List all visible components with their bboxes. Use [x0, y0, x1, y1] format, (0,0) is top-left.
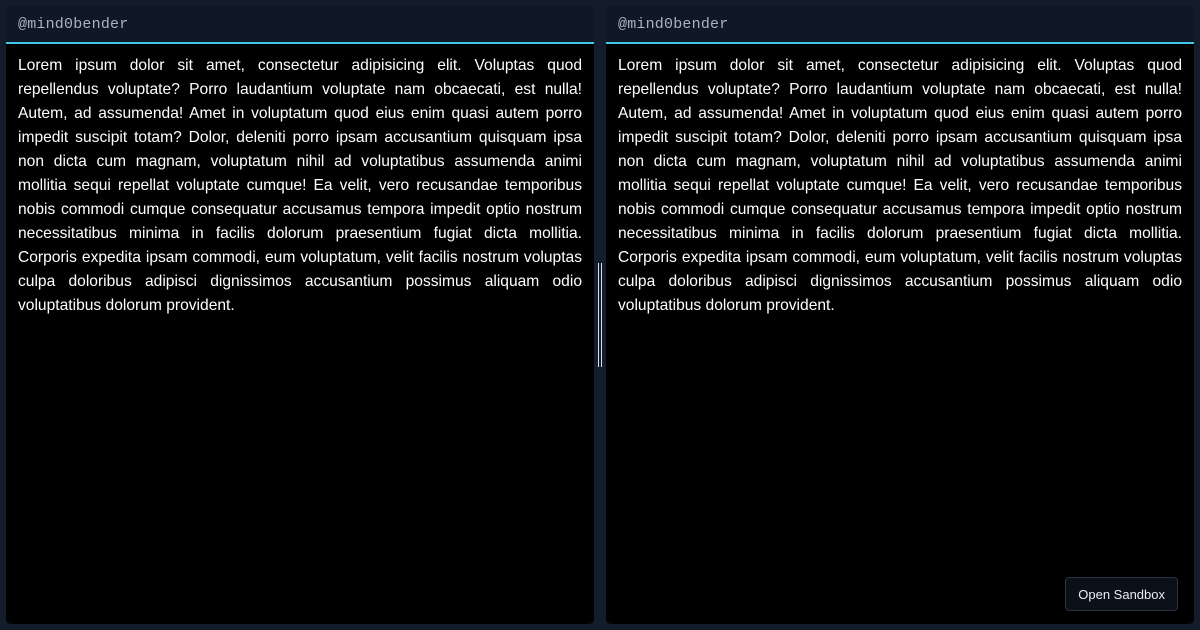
right-pane-header: [606, 6, 1194, 44]
left-pane-handle: @mind0bender: [18, 15, 129, 33]
open-sandbox-button[interactable]: Open Sandbox: [1065, 577, 1178, 611]
right-pane: [606, 6, 1194, 624]
left-pane-body: Lorem ipsum dolor sit amet, consectetur adipisicing elit. Voluptas quod repellendus voluptate? Porro laudantium voluptate nam obcaecati, est nulla! Autem, ad assumenda! Amet in voluptatum quod eius enim quasi autem porro impedit suscipit totam? Dolor, deleniti porro ipsam accusantium quisquam ipsa non dicta cum magnam, voluptatum nihil ad voluptatibus assumenda animi mollitia sequi repellat voluptate cumque! Ea velit, vero recusandae temporibus nobis commodi cumque consequatur accusamus tempora impedit optio nostrum necessitatibus minima in facilis dolorum praesentium fugiat dicta mollitia. Corporis expedita ipsam commodi, eum voluptatum, velit facilis nostrum voluptas culpa doloribus adipisci dignissimos accusantium possimus aliquam odio voluptatibus dolorum provident.: [18, 57, 582, 314]
right-pane-handle: @mind0bender: [618, 15, 729, 33]
right-pane-body: Lorem ipsum dolor sit amet, consectetur adipisicing elit. Voluptas quod repellendus voluptate? Porro laudantium voluptate nam obcaecati, est nulla! Autem, ad assumenda! Amet in voluptatum quod eius enim quasi autem porro impedit suscipit totam? Dolor, deleniti porro ipsam accusantium quisquam ipsa non dicta cum magnam, voluptatum nihil ad voluptatibus assumenda animi mollitia sequi repellat voluptate cumque! Ea velit, vero recusandae temporibus nobis commodi cumque consequatur accusamus tempora impedit optio nostrum necessitatibus minima in facilis dolorum praesentium fugiat dicta mollitia. Corporis expedita ipsam commodi, eum voluptatum, velit facilis nostrum voluptas culpa doloribus adipisci dignissimos accusantium possimus aliquam odio voluptatibus dolorum provident.: [618, 57, 1182, 314]
resize-grip-line: [598, 263, 599, 367]
pane-resize-handle[interactable]: [597, 263, 603, 367]
resize-grip-line: [601, 263, 602, 367]
left-pane: [6, 6, 594, 624]
left-pane-header: [6, 6, 594, 44]
